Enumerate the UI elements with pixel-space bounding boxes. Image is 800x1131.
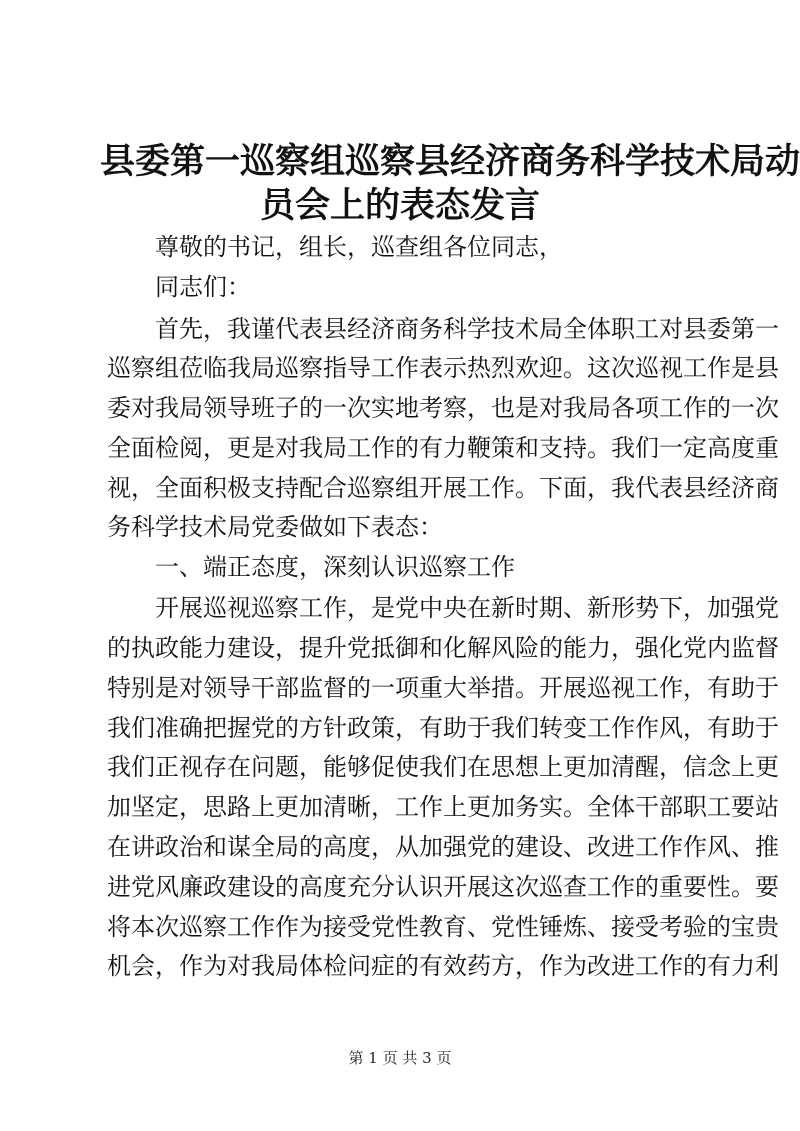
salutation: 尊敬的书记，组长，巡查组各位同志， [155,233,563,261]
section-heading-1: 一、端正态度，深刻认识巡察工作 [155,553,515,581]
paragraph-2-line: 将本次巡察工作作为接受党性教育、党性锤炼、接受考验的宝贵 [107,913,779,941]
paragraph-2-line: 在讲政治和谋全局的高度，从加强党的建设、改进工作作风、推 [107,833,779,861]
paragraph-1-line: 务科学技术局党委做如下表态： [107,513,443,541]
paragraph-1-line: 首先，我谨代表县经济商务科学技术局全体职工对县委第一 [155,315,779,343]
paragraph-2-line: 机会，作为对我局体检问症的有效药方，作为改进工作的有力利 [107,952,779,980]
paragraph-2-line: 进党风廉政建设的高度充分认识开展这次巡查工作的重要性。要 [107,873,779,901]
paragraph-2-line: 特别是对领导干部监督的一项重大举措。开展巡视工作，有助于 [107,674,779,702]
paragraph-2-line: 我们准确把握党的方针政策，有助于我们转变工作作风，有助于 [107,714,779,742]
page-number-footer: 第 1 页 共 3 页 [348,1049,452,1067]
paragraph-2-line: 我们正视存在问题，能够促使我们在思想上更加清醒，信念上更 [107,753,779,781]
paragraph-1-line: 视，全面积极支持配合巡察组开展工作。下面，我代表县经济商 [107,474,779,502]
greeting: 同志们： [155,273,251,301]
paragraph-2-line: 的执政能力建设，提升党抵御和化解风险的能力，强化党内监督 [107,634,779,662]
document-title-line-2: 员会上的表态发言 [259,185,540,226]
paragraph-2-line: 加坚定，思路上更加清晰，工作上更加务实。全体干部职工要站 [107,793,779,821]
document-title-line-1: 县委第一巡察组巡察县经济商务科学技术局动 [100,141,800,182]
paragraph-2-line: 开展巡视巡察工作，是党中央在新时期、新形势下，加强党 [155,594,779,622]
paragraph-1-line: 巡察组莅临我局巡察指导工作表示热烈欢迎。这次巡视工作是县 [107,354,779,382]
paragraph-1-line: 全面检阅，更是对我局工作的有力鞭策和支持。我们一定高度重 [107,434,779,462]
paragraph-1-line: 委对我局领导班子的一次实地考察，也是对我局各项工作的一次 [107,394,779,422]
